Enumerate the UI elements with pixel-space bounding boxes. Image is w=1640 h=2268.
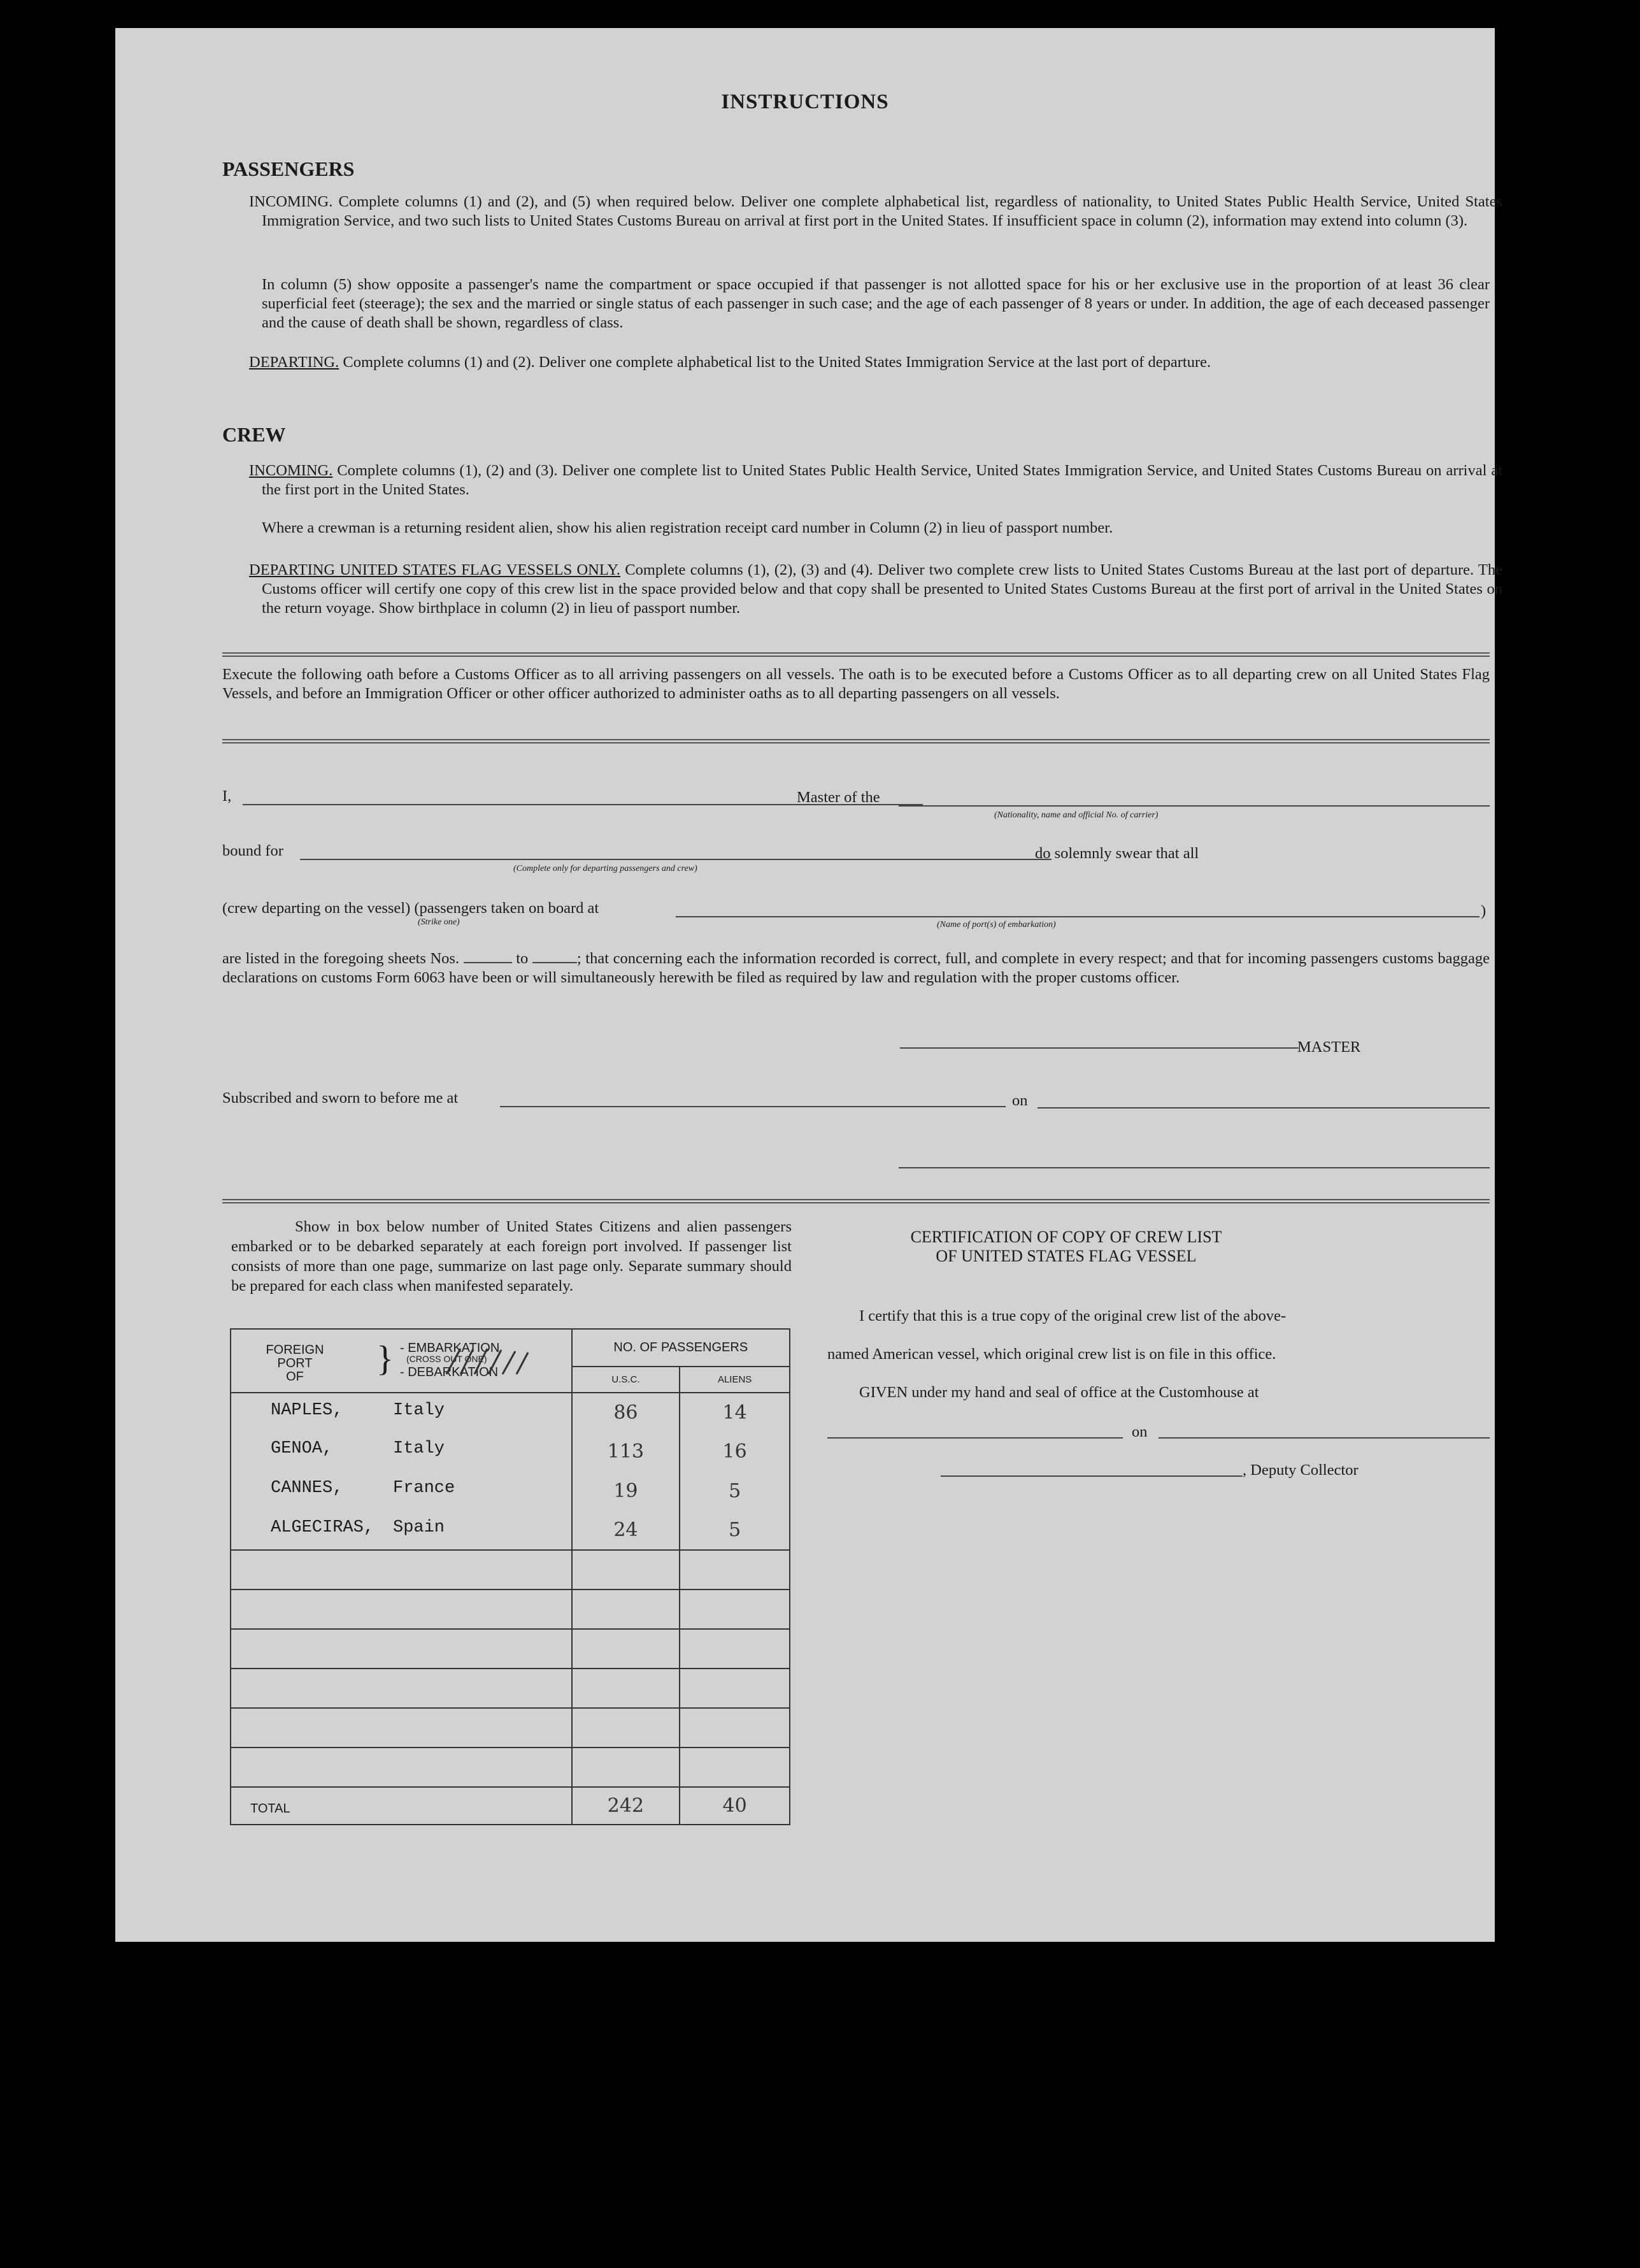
port-country: Italy: [393, 1439, 445, 1459]
passengers-departing-text: Complete columns (1) and (2). Deliver one complete alphabetical list to the United States Immigration Service at the last port of departure.: [343, 354, 1211, 371]
empty-cell[interactable]: [231, 1669, 572, 1708]
oath-i-label: I,: [222, 787, 232, 805]
certification-on-label: on: [1132, 1423, 1148, 1440]
table-row: [231, 1550, 790, 1590]
empty-cell[interactable]: [680, 1669, 790, 1708]
table-row: [231, 1471, 790, 1511]
usc-count: 113: [572, 1432, 680, 1471]
usc-count: 24: [572, 1511, 680, 1550]
port-name: NAPLES,: [271, 1400, 343, 1420]
no-of-passengers-header: NO. OF PASSENGERS: [572, 1329, 790, 1367]
port-country: Spain: [393, 1518, 445, 1538]
sheet-from-field[interactable]: [464, 951, 512, 963]
port-name: CANNES,: [271, 1479, 343, 1498]
crew-incoming-paragraph: [249, 461, 1502, 499]
table-row: [231, 1748, 790, 1787]
crew-incoming-lead: INCOMING.: [249, 462, 333, 479]
usc-count: 19: [572, 1471, 680, 1511]
crew-resident-paragraph: Where a crewman is a returning resident alien, show his alien registration receipt card number in Column (2) in lieu of passport number.: [262, 519, 1113, 536]
empty-cell[interactable]: [680, 1708, 790, 1748]
passengers-incoming-text: Complete columns (1) and (2), and (5) when required below. Deliver one complete alphabetical list, regardless of nationality, to United States Public Health Service, United States Immigration Service, and two such lists to United States Customs Bureau on arrival at first port in the United States. If insufficient space in column (2), information may extend into column (3).: [262, 193, 1502, 229]
passengers-incoming-paragraph: [249, 192, 1502, 231]
table-row: [231, 1432, 790, 1471]
strike-one-note: (Strike one): [418, 917, 460, 927]
officer-signature-field[interactable]: [899, 1167, 1490, 1168]
port-name: GENOA,: [271, 1439, 333, 1459]
embarkation-label: - EMBARKATION: [400, 1341, 500, 1355]
carrier-field[interactable]: [899, 805, 1490, 807]
empty-cell[interactable]: [231, 1748, 572, 1787]
port-name: ALGECIRAS,: [271, 1518, 374, 1538]
bound-for-label: bound for: [222, 842, 283, 859]
passengers-incoming-lead: INCOMING.: [249, 193, 333, 210]
table-row: [231, 1590, 790, 1629]
empty-cell[interactable]: [231, 1708, 572, 1748]
empty-cell[interactable]: [680, 1629, 790, 1669]
passengers-heading: PASSENGERS: [222, 157, 355, 180]
empty-cell[interactable]: [680, 1550, 790, 1590]
master-label: MASTER: [1297, 1038, 1361, 1056]
port-header-cell: [231, 1329, 572, 1393]
deputy-signature-field[interactable]: [941, 1475, 1243, 1477]
table-row: [231, 1708, 790, 1748]
listed-to: to: [516, 950, 529, 967]
master-of-label: Master of the: [797, 789, 880, 806]
nationality-note: (Nationality, name and official No. of carrier): [994, 810, 1159, 820]
empty-cell[interactable]: [572, 1550, 680, 1590]
passengers-departing-paragraph: [249, 353, 1502, 372]
empty-cell[interactable]: [680, 1590, 790, 1629]
subscribed-label: Subscribed and sworn to before me at: [222, 1089, 459, 1107]
empty-cell[interactable]: [572, 1748, 680, 1787]
port-cell: [231, 1471, 572, 1511]
divider: [222, 1199, 1490, 1203]
sworn-date-field[interactable]: [1037, 1107, 1490, 1109]
close-paren: ): [1481, 902, 1487, 919]
total-row: [231, 1787, 790, 1825]
solemnly-swear-label: do solemnly swear that all: [1035, 845, 1199, 862]
certification-title-2: OF UNITED STATES FLAG VESSEL: [936, 1247, 1197, 1265]
total-aliens: 40: [680, 1787, 790, 1825]
header-port: PORT: [277, 1356, 313, 1370]
embarkation-ports-field[interactable]: [676, 916, 1480, 917]
empty-cell[interactable]: [572, 1590, 680, 1629]
cross-out-label: (CROSS OUT ONE): [406, 1354, 487, 1364]
listed-text-b: ; that concerning each the information recorded is correct, full, and complete in every respect; and that for incoming passengers customs baggage declarations on customs Form 6063 have been or will simultaneously herewith be filed as required by law and regulation with the proper customs officer.: [222, 950, 1490, 986]
oath-instructions-paragraph: Execute the following oath before a Customs Officer as to all arriving passengers on all vessels. The oath is to be executed before a Customs Officer as to all departing crew on all United States Flag Vessels, and before an Immigration Officer or other officer authorized to administer oaths as to all departing passengers on all vessels.: [222, 666, 1490, 702]
listed-paragraph: [222, 949, 1490, 987]
empty-cell[interactable]: [572, 1708, 680, 1748]
aliens-count: 16: [680, 1432, 790, 1471]
sheet-to-field[interactable]: [532, 951, 577, 963]
crew-heading: CREW: [222, 423, 286, 446]
master-signature-field[interactable]: [900, 1047, 1299, 1049]
table-row: [231, 1393, 790, 1432]
empty-cell[interactable]: [572, 1669, 680, 1708]
aliens-count: 5: [680, 1471, 790, 1511]
total-label: TOTAL: [250, 1802, 290, 1816]
aliens-count: 14: [680, 1393, 790, 1432]
customhouse-field[interactable]: [827, 1437, 1123, 1439]
debarkation-label: - DEBARKATION: [400, 1365, 499, 1379]
complete-only-note: (Complete only for departing passengers and crew): [513, 864, 697, 873]
total-label-cell: [231, 1787, 572, 1825]
port-of-embarkation-note: (Name of port(s) of embarkation): [937, 920, 1056, 929]
divider: [222, 652, 1490, 657]
crew-departing-label: (crew departing on the vessel) (passengers taken on board at: [222, 900, 599, 917]
certification-line-3: GIVEN under my hand and seal of office at the Customhouse at: [859, 1384, 1259, 1401]
port-country: France: [393, 1479, 455, 1498]
port-cell: [231, 1393, 572, 1432]
crew-incoming-text: Complete columns (1), (2) and (3). Deliver one complete list to United States Public Health Service, United States Immigration Service, and United States Customs Bureau on arrival at the first port in the United States.: [262, 462, 1502, 498]
empty-cell[interactable]: [231, 1590, 572, 1629]
empty-cell[interactable]: [231, 1550, 572, 1590]
instructions-heading: INSTRUCTIONS: [721, 90, 889, 113]
aliens-count: 5: [680, 1511, 790, 1550]
passengers-column5-paragraph: In column (5) show opposite a passenger's name the compartment or space occupied if that passenger is not allotted space for his or her exclusive use in the proportion of at least 36 clear superficial feet (steerage); the sex and the married or single status of each passenger in such case; and the age of each passenger of 8 years or under. In addition, the age of each deceased passenger and the cause of death shall be shown, regardless of class.: [262, 276, 1490, 331]
table-row: [231, 1629, 790, 1669]
certification-date-field[interactable]: [1159, 1437, 1490, 1439]
brace-icon: }: [376, 1339, 394, 1379]
sworn-place-field[interactable]: [500, 1106, 1006, 1107]
table-row: [231, 1669, 790, 1708]
usc-header: U.S.C.: [572, 1367, 680, 1393]
port-cell: [231, 1511, 572, 1550]
total-usc: 242: [572, 1787, 680, 1825]
crew-departing-text: Complete columns (1), (2), (3) and (4). Deliver two complete crew lists to United States Customs Bureau at the last port of departure. The Customs officer will certify one copy of this crew list in the space provided below and that copy shall be presented to United States Customs Bureau at the first port of arrival in the United States on the return voyage. Show birthplace in column (2) in lieu of passport number.: [262, 561, 1502, 617]
bound-for-field[interactable]: [300, 859, 1052, 860]
listed-text-a: are listed in the foregoing sheets Nos.: [222, 950, 460, 967]
empty-cell[interactable]: [680, 1748, 790, 1787]
table-row: [231, 1511, 790, 1550]
foreign-port-of: [257, 1344, 333, 1384]
empty-cell[interactable]: [231, 1629, 572, 1669]
crew-departing-paragraph: [249, 561, 1502, 618]
crossed-out-marks: [441, 1342, 537, 1381]
usc-count: 86: [572, 1393, 680, 1432]
header-foreign: FOREIGN: [266, 1343, 324, 1357]
port-cell: [231, 1432, 572, 1471]
port-country: Italy: [393, 1400, 445, 1420]
sworn-on-label: on: [1012, 1092, 1028, 1109]
header-of: OF: [286, 1370, 304, 1384]
certification-line-2: named American vessel, which original crew list is on file in this office.: [827, 1346, 1276, 1363]
deputy-collector-label: , Deputy Collector: [1243, 1461, 1358, 1479]
passenger-summary-table: [230, 1328, 790, 1825]
divider: [222, 739, 1490, 743]
aliens-header: ALIENS: [680, 1367, 790, 1393]
crew-departing-lead: DEPARTING UNITED STATES FLAG VESSELS ONLY.: [249, 561, 621, 578]
empty-cell[interactable]: [572, 1629, 680, 1669]
summary-instructions: Show in box below number of United States Citizens and alien passengers embarked or to be debarked separately at each foreign port involved. If passenger list consists of more than one page, summarize on last page only. Separate summary should be prepared for each class when manifested separately.: [231, 1218, 792, 1295]
passengers-departing-lead: DEPARTING.: [249, 354, 339, 371]
certification-title-1: CERTIFICATION OF COPY OF CREW LIST: [910, 1228, 1222, 1246]
document-page: [115, 28, 1502, 1942]
certification-line-1: I certify that this is a true copy of the original crew list of the above-: [859, 1307, 1287, 1324]
